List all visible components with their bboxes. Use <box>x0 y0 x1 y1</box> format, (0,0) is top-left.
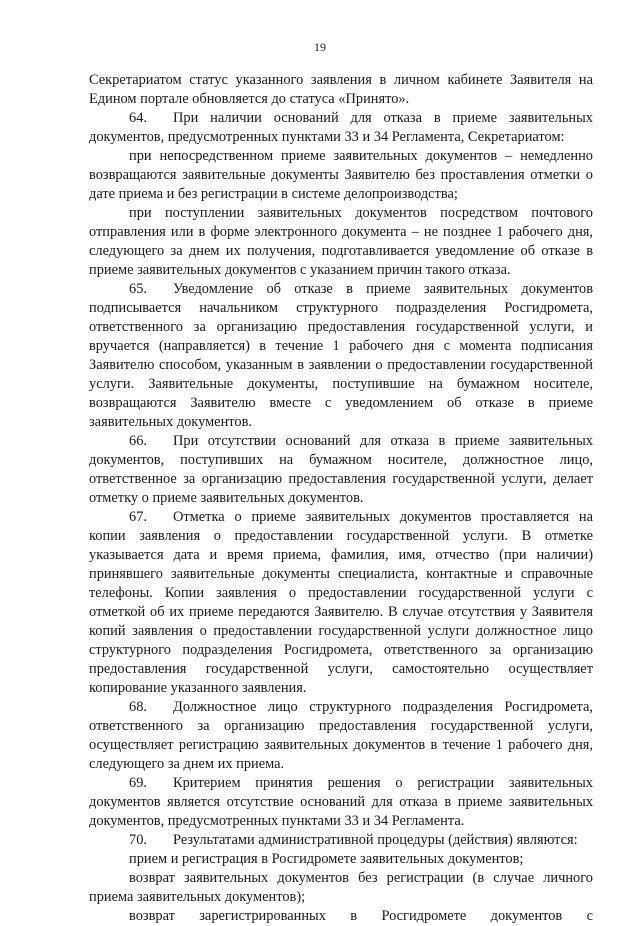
paragraph-text: Критерием принятия решения о регистрации заявительных документов является отсутствие оснований для отказа в приеме заявительных документов, предусмотренных пунктами 33 и 34 Регламента. <box>89 775 593 829</box>
page-number: 19 <box>314 40 326 54</box>
paragraph-text: Должностное лицо структурного подразделения Росгидромета, ответственного за организацию предоставления государственной услуги, осуществляет регистрацию заявительных документов в течение 1 рабочего дня, следующего за днем их приема. <box>89 699 593 772</box>
paragraph-69 <box>89 774 593 831</box>
paragraph-70-item-3 <box>89 907 593 926</box>
paragraph-67 <box>89 508 593 698</box>
paragraph-number: 67. <box>129 509 147 525</box>
paragraph-text: При отсутствии оснований для отказа в приеме заявительных документов, поступивших на бумажном носителе, должностное лицо, ответственное за организацию предоставления государственной услуги, делает отметку о приеме заявительных документов. <box>89 433 593 506</box>
paragraph-continuation <box>89 71 593 109</box>
paragraph-text: возврат заявительных документов без регистрации (в случае личного приема заявительных документов); <box>89 870 593 905</box>
paragraph-70 <box>89 831 593 850</box>
paragraph-68 <box>89 698 593 774</box>
paragraph-64 <box>89 109 593 147</box>
paragraph-text: Секретариатом статус указанного заявления в личном кабинете Заявителя на Едином портале обновляется до статуса «Принято». <box>89 72 593 107</box>
paragraph-number: 69. <box>129 775 147 791</box>
paragraph-text: при непосредственном приеме заявительных документов – немедленно возвращаются заявительные документы Заявителю без проставления отметки о дате приема и без регистрации в системе делопроизводства; <box>89 148 593 202</box>
paragraph-text: при поступлении заявительных документов посредством почтового отправления или в форме электронного документа – не позднее 1 рабочего дня, следующего за днем их получения, подготавливается уведомление об отказе в приеме заявительных документов с указанием причин такого отказа. <box>89 205 593 278</box>
paragraph-number: 64. <box>129 110 147 126</box>
paragraph-text: Отметка о приеме заявительных документов проставляется на копии заявления о предоставлении государственной услуги. В отметке указывается дата и время приема, фамилия, имя, отчество (при наличии) принявшего заявительные документы специалиста, контактные и справочные телефоны. Копии заявления о предоставлении государственной услуги с отметкой об их приеме передаются Заявителю. В случае отсутствия у Заявителя копий заявления о предоставлении государственной услуги должностное лицо структурного подразделения Росгидромета, ответственного за организацию предоставления государственной услуги, самостоятельно осуществляет копирование указанного заявления. <box>89 509 593 696</box>
paragraph-text: Уведомление об отказе в приеме заявительных документов подписывается начальником структурного подразделения Росгидромета, ответственного за организацию предоставления государственной услуги, и вручается (направляется) в течение 1 рабочего дня с момента подписания Заявителю способом, указанным в заявлении о предоставлении государственной услуги. Заявительные документы, поступившие на бумажном носителе, возвращаются Заявителю вместе с уведомлением об отказе в приеме заявительных документов. <box>89 281 593 430</box>
paragraph-number: 66. <box>129 433 147 449</box>
paragraph-text: прием и регистрация в Росгидромете заявительных документов; <box>129 851 524 867</box>
document-body <box>89 71 593 926</box>
paragraph-70-item-1 <box>89 850 593 869</box>
paragraph-text: Результатами административной процедуры (действия) являются: <box>173 832 578 848</box>
paragraph-text: При наличии оснований для отказа в приеме заявительных документов, предусмотренных пунктами 33 и 34 Регламента, Секретариатом: <box>89 110 593 145</box>
paragraph-70-item-2 <box>89 869 593 907</box>
paragraph-number: 70. <box>129 832 147 848</box>
paragraph-65 <box>89 280 593 432</box>
paragraph-64-item-2 <box>89 204 593 280</box>
paragraph-64-item-1 <box>89 147 593 204</box>
paragraph-text: возврат зарегистрированных в Росгидромете документов с <box>129 908 593 924</box>
paragraph-number: 65. <box>129 281 147 297</box>
paragraph-number: 68. <box>129 699 147 715</box>
paragraph-66 <box>89 432 593 508</box>
